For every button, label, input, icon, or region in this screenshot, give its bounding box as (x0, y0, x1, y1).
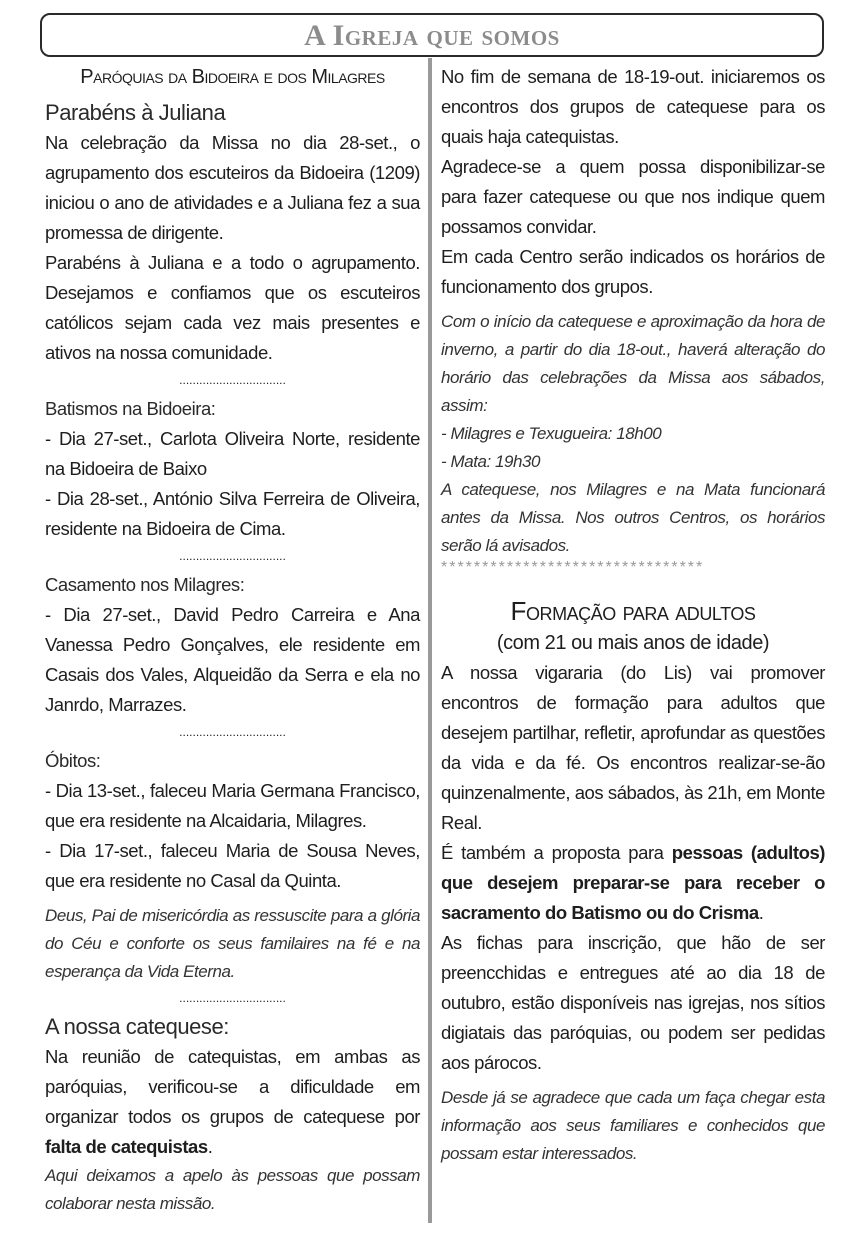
obito-item: - Dia 17-set., faleceu Maria de Sousa Neves, que era residente no Casal da Quinta. (45, 840, 420, 891)
batismo-item: - Dia 27-set., Carlota Oliveira Norte, residente na Bidoeira de Baixo (45, 428, 420, 479)
section-title: Paróquias da Bidoeira e dos Milagres (80, 66, 385, 88)
right-column (441, 62, 825, 1168)
formacao-closing: Desde já se agradece que cada um faça chegar esta informação aos seus familiares e conhecidos que possam estar interessados. (441, 1088, 825, 1163)
formacao-subtitle: (com 21 ou mais anos de idade) (496, 632, 770, 654)
formacao-paragraph-1: A nossa vigararia (do Lis) vai promover encontros de formação para adultos que desejem partilhar, refletir, aprofundar as questões da vida e da fé. Os encontros realizar-se-ão quinzenalmente, aos sábados, às 21h, em Monte Real. (441, 662, 825, 833)
juliana-heading: Parabéns à Juliana (45, 100, 226, 125)
catequese-appeal: Aqui deixamos a apelo às pessoas que possam colaborar nesta missão. (45, 1166, 420, 1213)
formacao-end: . (758, 902, 764, 923)
separator: ................................ (179, 991, 286, 1005)
formacao-emphasis: pessoas (adultos) que desejem preparar-se para receber o sacramento do Batismo ou do Crisma (441, 842, 825, 923)
batismo-item: - Dia 28-set., António Silva Ferreira de Oliveira, residente na Bidoeira de Cima. (45, 488, 420, 539)
juliana-paragraph-1: Na celebração da Missa no dia 28-set., o agrupamento dos escuteiros da Bidoeira (1209) iniciou o ano de atividades e a Juliana fez a sua promessa de dirigente. (45, 132, 420, 243)
catequese-paragraph (45, 1042, 420, 1162)
casamento-heading: Casamento nos Milagres: (45, 574, 245, 595)
prayer-text: Deus, Pai de misericórdia as ressuscite para a glória do Céu e conforte os seus familaires na fé e na esperança da Vida Eterna. (45, 906, 420, 981)
catequese-end: . (207, 1136, 213, 1157)
obito-item: - Dia 13-set., faleceu Maria Germana Francisco, que era residente na Alcaidaria, Milagres. (45, 780, 420, 831)
catequese-heading: A nossa catequese: (45, 1014, 229, 1039)
mass-time-notice: Com o início da catequese e aproximação da hora de inverno, a partir do dia 18-out., haverá alteração do horário das celebrações da Missa aos sábados, assim: (441, 312, 825, 415)
schedule-item: - Mata: 19h30 (441, 452, 541, 471)
formacao-title: Formação para adultos (510, 596, 756, 626)
obitos-heading: Óbitos: (45, 750, 101, 771)
page-title: A Igreja que somos (304, 19, 560, 52)
juliana-paragraph-2: Parabéns à Juliana e a todo o agrupamento. Desejamos e confiamos que os escuteiros católicos sejam cada vez mais presentes e ativos na nossa comunidade. (45, 252, 420, 363)
separator: ................................ (179, 373, 286, 387)
separator: ................................ (179, 725, 286, 739)
separator: ................................ (179, 549, 286, 563)
catequese-start-paragraph: No fim de semana de 18-19-out. iniciaremos os encontros dos grupos de catequese para os quais haja catequistas. (441, 66, 825, 147)
page-header-box (40, 13, 824, 57)
star-separator: ******************************** (441, 559, 705, 576)
catequese-text: Na reunião de catequistas, em ambas as paróquias, verificou-se a dificuldade em organizar todos os grupos de catequese por (45, 1046, 420, 1127)
catequese-emphasis: falta de catequistas (45, 1136, 208, 1157)
catequese-volunteer-paragraph: Agradece-se a quem possa disponibilizar-se para fazer catequese ou que nos indique quem possamos convidar. (441, 156, 825, 237)
schedule-item: - Milagres e Texugueira: 18h00 (441, 424, 662, 443)
left-column (45, 62, 420, 1218)
column-divider (428, 58, 432, 1223)
casamento-item: - Dia 27-set., David Pedro Carreira e Ana Vanessa Pedro Gonçalves, ele residente em Casais dos Vales, Alqueidão da Serra e ela no Janrdo, Marrazes. (45, 604, 420, 715)
batismos-heading: Batismos na Bidoeira: (45, 398, 216, 419)
mass-time-notice-2: A catequese, nos Milagres e na Mata funcionará antes da Missa. Nos outros Centros, os horários serão lá avisados. (441, 480, 825, 555)
formacao-text: É também a proposta para (441, 842, 672, 863)
formacao-paragraph-3: As fichas para inscrição, que hão de ser preencchidas e entregues até ao dia 18 de outubro, estão disponíveis nas igrejas, nos sítios digiatais das paróquias, ou podem ser pedidas aos párocos. (441, 932, 825, 1073)
formacao-paragraph-2 (441, 838, 825, 928)
catequese-schedule-paragraph: Em cada Centro serão indicados os horários de funcionamento dos grupos. (441, 246, 825, 297)
